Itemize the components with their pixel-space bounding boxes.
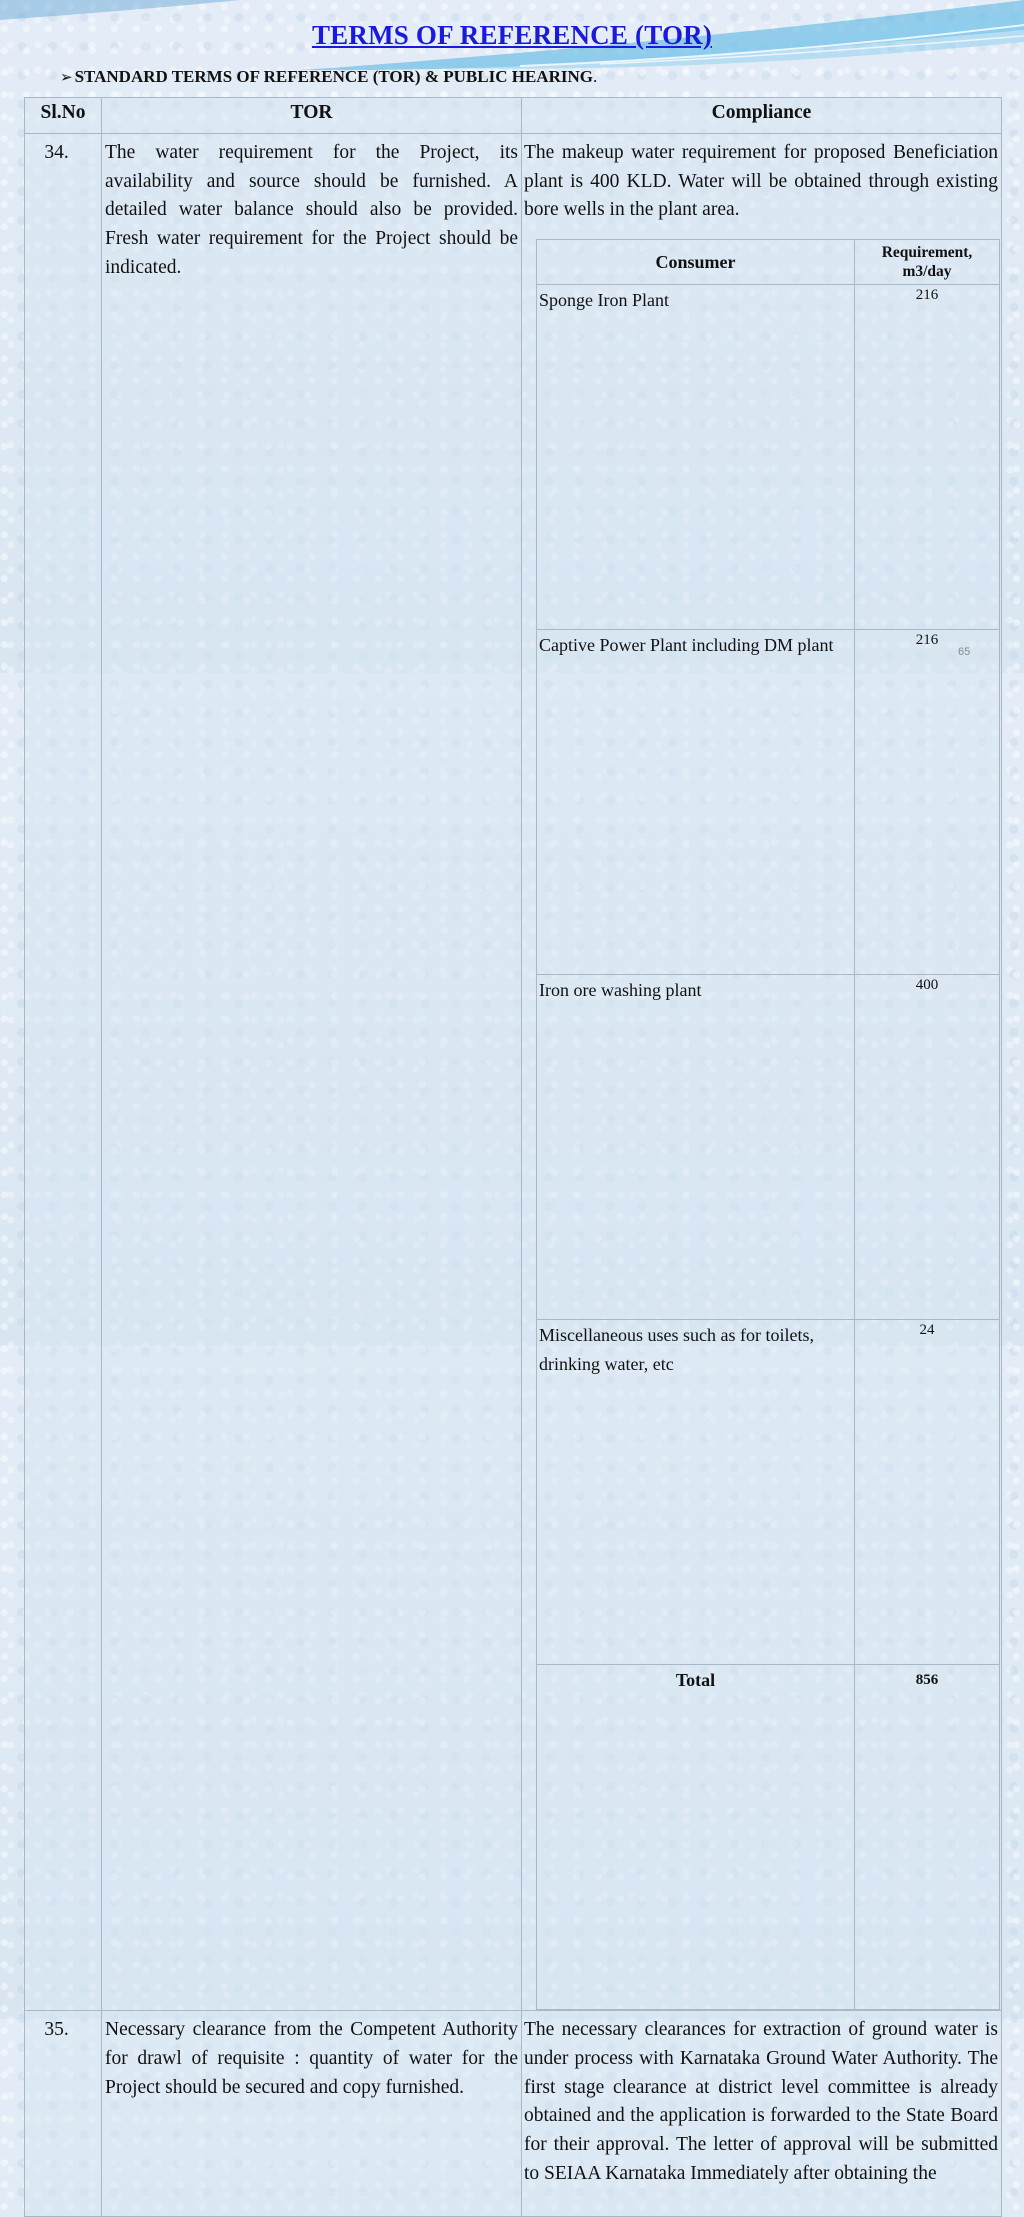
row-compliance-cell: [522, 134, 1002, 2011]
water-total-label: Total: [537, 1665, 855, 2010]
water-table-row: [537, 975, 1000, 1320]
water-value: 216: [855, 285, 1000, 630]
table-row: [25, 2011, 1002, 2217]
slide-subtitle: [60, 67, 597, 87]
table-row: [25, 134, 1002, 2011]
water-table-row: [537, 285, 1000, 630]
row-slno: 34.: [25, 134, 102, 2011]
row-slno: 35.: [25, 2011, 102, 2217]
water-consumer: Miscellaneous uses such as for toilets, drinking water, etc: [537, 1320, 855, 1665]
tor-compliance-table: [24, 97, 1002, 2217]
water-table-header-row: [537, 240, 1000, 285]
water-value: 400: [855, 975, 1000, 1320]
row-compliance: The makeup water requirement for proposed Beneficiation plant is 400 KLD. Water will be obtained through existing bore wells in the plant area.: [524, 142, 998, 221]
page-number: 65: [958, 646, 971, 658]
table-header-row: [25, 98, 1002, 134]
water-header-consumer: Consumer: [537, 240, 855, 285]
water-table-row: [537, 630, 1000, 975]
row-compliance: The necessary clearances for extraction of ground water is under process with Karnataka Ground Water Authority. The first stage clearance at district level committee is already obtained and the application is forwarded to the State Board for their approval. The letter of approval will be submitted to SEIAA Karnataka Immediately after obtaining the: [522, 2011, 1002, 2217]
subtitle-suffix: .: [592, 67, 598, 86]
row-tor: The water requirement for the Project, its availability and source should be furnished. A detailed water balance should also be provided. Fresh water requirement for the Project should be indicated.: [102, 134, 522, 2011]
slide-title: TERMS OF REFERENCE (TOR): [311, 20, 713, 50]
subtitle-text: STANDARD TERMS OF REFERENCE (TOR) & PUBLIC HEARING: [74, 67, 593, 86]
header-slno: Sl.No: [25, 98, 102, 134]
water-consumer: Sponge Iron Plant: [537, 285, 855, 630]
water-consumer: Iron ore washing plant: [537, 975, 855, 1320]
water-value: 24: [855, 1320, 1000, 1665]
header-compliance: Compliance: [522, 98, 1002, 134]
water-value: 216: [855, 630, 1000, 975]
water-consumer: Captive Power Plant including DM plant: [537, 630, 855, 975]
row-tor: Necessary clearance from the Competent Authority for drawl of requisite : quantity of water for the Project should be secured and copy furnished.: [102, 2011, 522, 2217]
water-table-total-row: [537, 1665, 1000, 2010]
water-header-requirement: Requirement, m3/day: [855, 240, 1000, 285]
arrow-bullet-icon: ➢: [60, 68, 73, 86]
water-total-value: 856: [855, 1665, 1000, 2010]
water-table-row: [537, 1320, 1000, 1665]
header-tor: TOR: [102, 98, 522, 134]
water-requirement-table: [536, 239, 1000, 2010]
